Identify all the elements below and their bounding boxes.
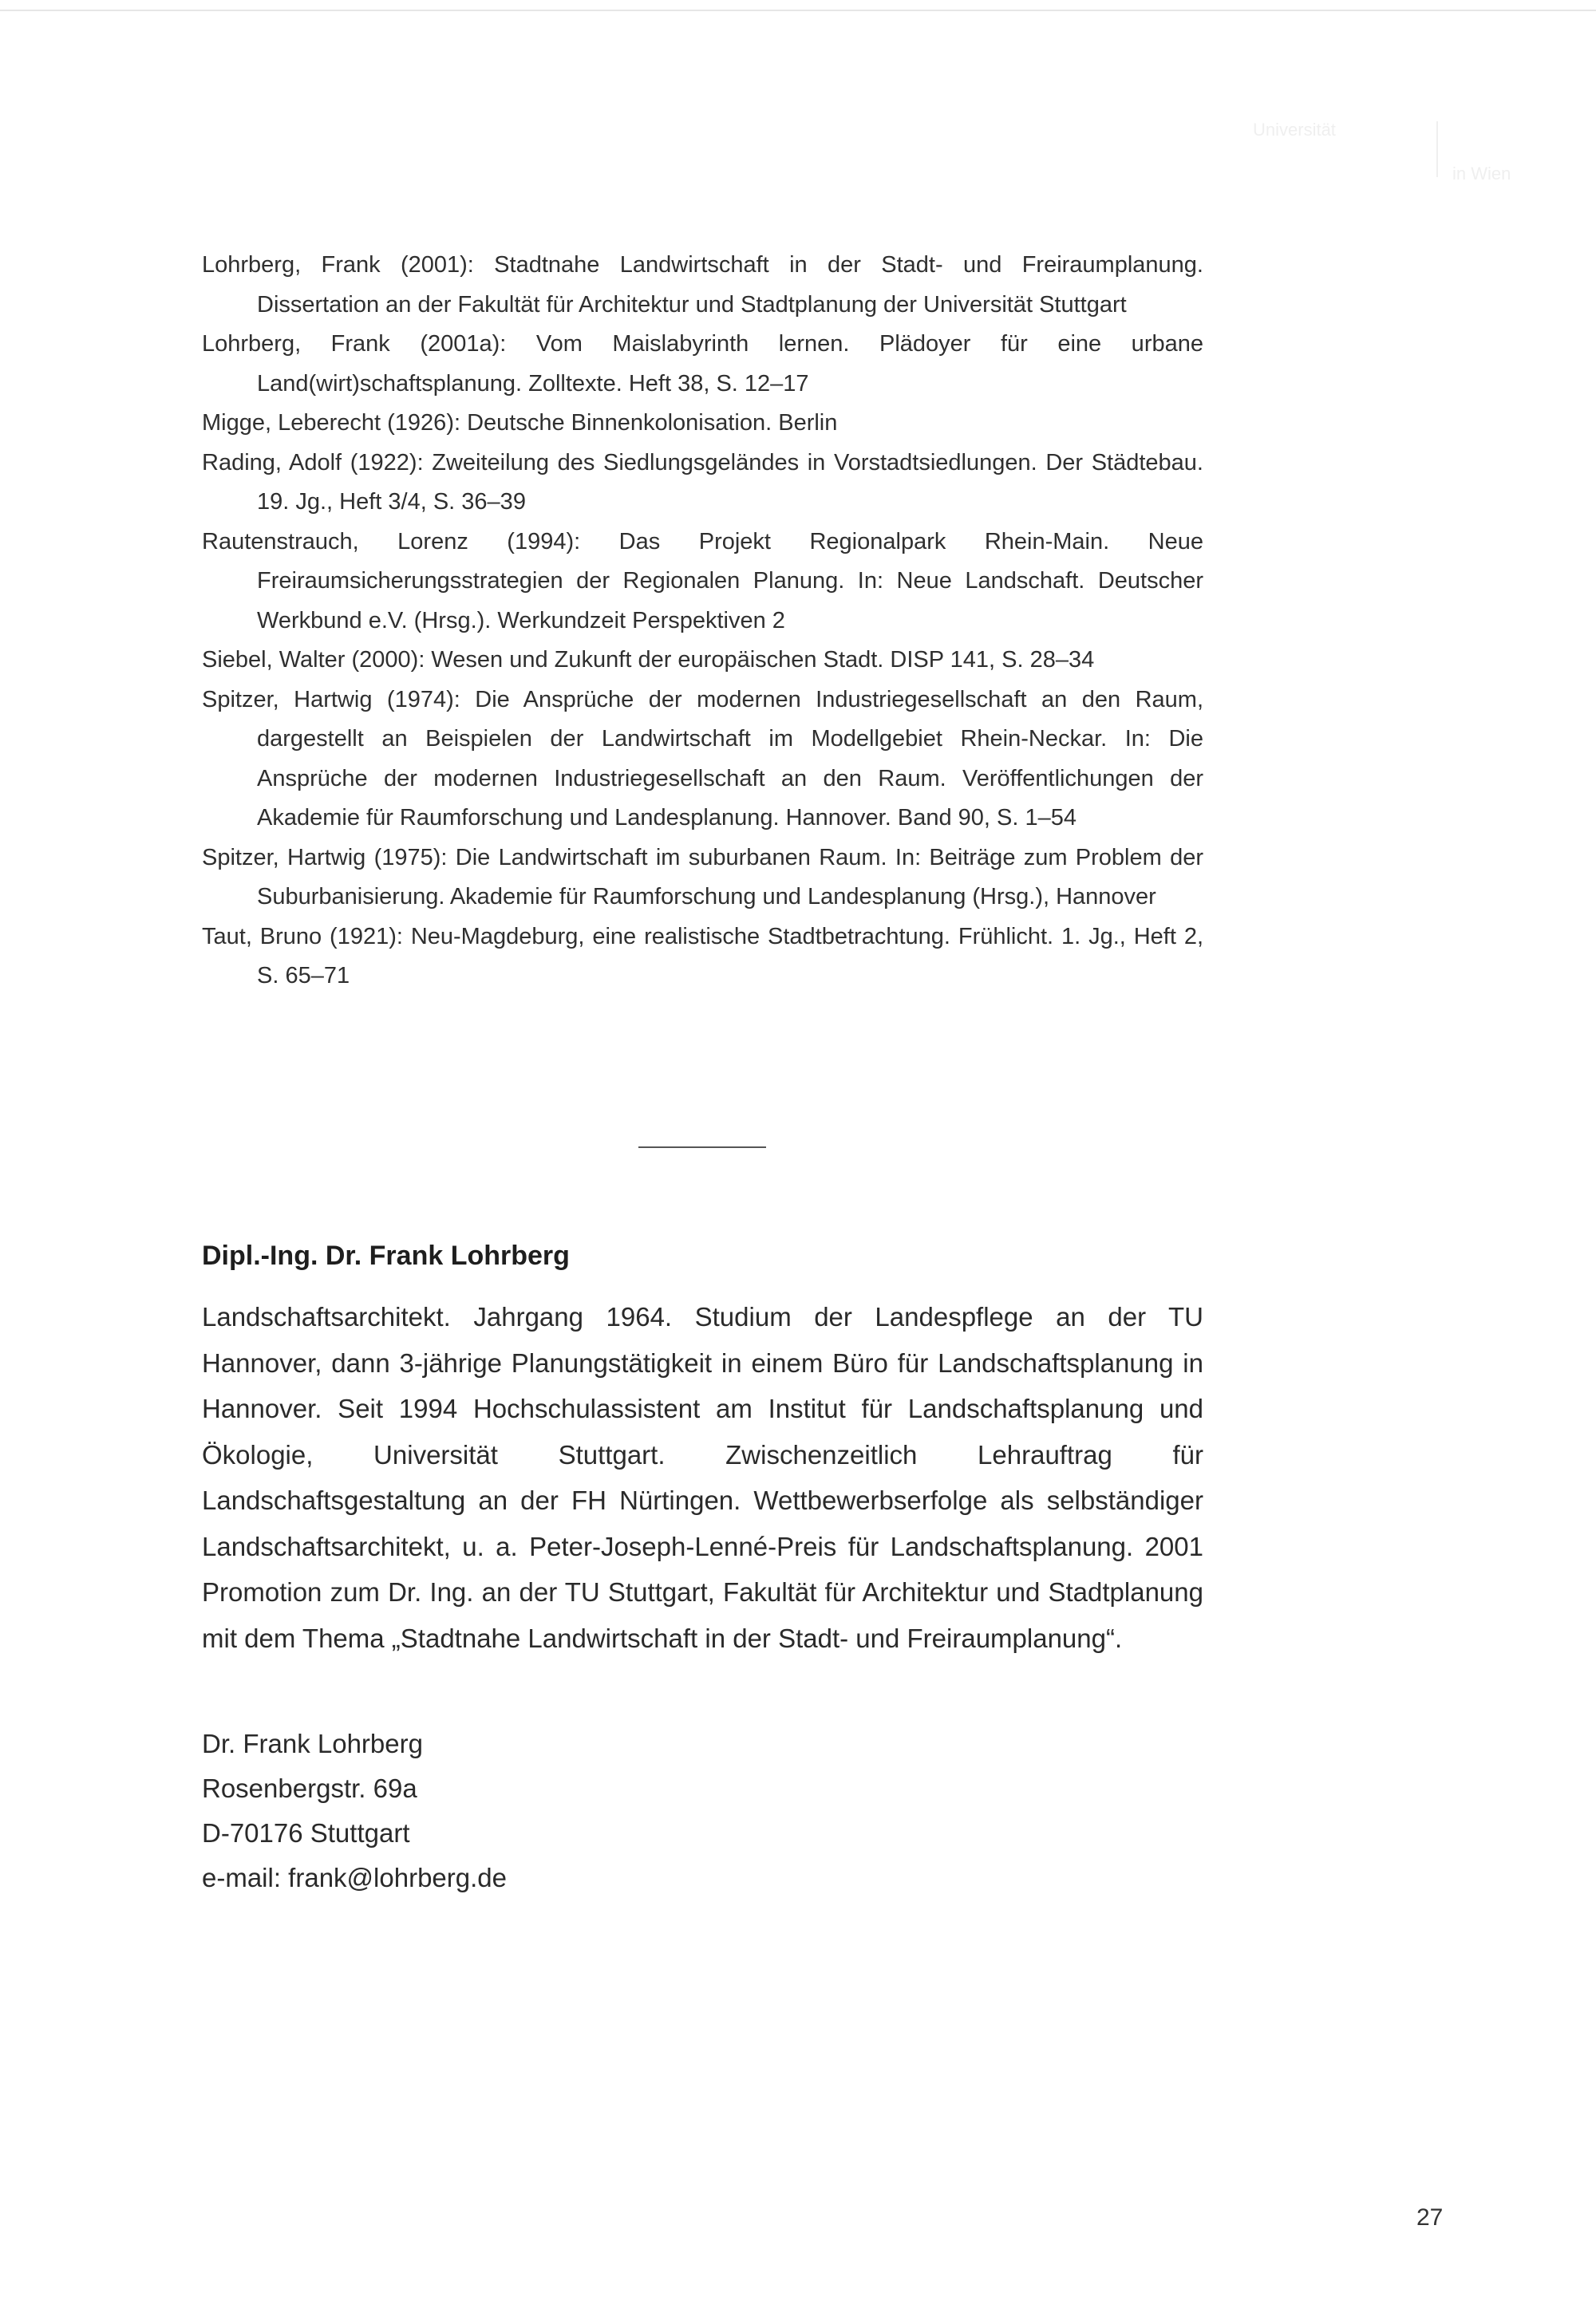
author-heading: Dipl.-Ing. Dr. Frank Lohrberg — [202, 1241, 570, 1271]
reference-entry: Migge, Leberecht (1926): Deutsche Binnenkolonisation. Berlin — [202, 410, 838, 436]
watermark-line-2: in Wien — [1452, 164, 1511, 183]
address-name: Dr. Frank Lohrberg — [202, 1729, 423, 1758]
top-edge-rule — [0, 10, 1596, 11]
watermark-divider — [1436, 121, 1438, 177]
reference-list — [202, 246, 1203, 996]
address-street: Rosenbergstr. 69a — [202, 1774, 417, 1803]
reference-entry: Rading, Adolf (1922): Zweiteilung des Siedlungsgeländes in Vorstadtsiedlungen. Der Städtebau. 19. Jg., Heft 3/4, S. 36–39 — [202, 449, 1203, 515]
faint-header-watermark — [1245, 120, 1564, 191]
reference-entry: Siebel, Walter (2000): Wesen und Zukunft der europäischen Stadt. DISP 141, S. 28–34 — [202, 647, 1095, 673]
page-number: 27 — [1416, 2204, 1444, 2231]
watermark-line-1: Universität — [1253, 120, 1336, 140]
address-email: e-mail: frank@lohrberg.de — [202, 1863, 507, 1892]
reference-entry: Rautenstrauch, Lorenz (1994): Das Projekt Regionalpark Rhein-Main. Neue Freiraumsicherungsstrategien der Regionalen Planung. In: Neue Landschaft. Deutscher Werkbund e.V. (Hrsg.). Werkundzeit Perspektiven 2 — [202, 528, 1203, 633]
reference-entry: Taut, Bruno (1921): Neu-Magdeburg, eine realistische Stadtbetrachtung. Frühlicht. 1. Jg., Heft 2, S. 65–71 — [202, 923, 1203, 988]
reference-entry: Lohrberg, Frank (2001a): Vom Maislabyrinth lernen. Plädoyer für eine urbane Land(wirt)schaftsplanung. Zolltexte. Heft 38, S. 12–17 — [202, 331, 1203, 397]
reference-entry: Spitzer, Hartwig (1974): Die Ansprüche der modernen Industriegesellschaft an den Raum, dargestellt an Beispielen der Landwirtschaft im Modellgebiet Rhein-Neckar. In: Die Ansprüche der modernen Industriegesellschaft an den Raum. Veröffentlichungen der Akademie für Raumforschung und Landesplanung. Hannover. Band 90, S. 1–54 — [202, 686, 1203, 831]
reference-entry: Spitzer, Hartwig (1975): Die Landwirtschaft im suburbanen Raum. In: Beiträge zum Problem der Suburbanisierung. Akademie für Raumforschung und Landesplanung (Hrsg.), Hannover — [202, 844, 1203, 909]
reference-entry: Lohrberg, Frank (2001): Stadtnahe Landwirtschaft in der Stadt- und Freiraumplanung. Dissertation an der Fakultät für Architektur und Stadtplanung der Universität Stuttgart — [202, 252, 1203, 318]
address-city: D-70176 Stuttgart — [202, 1818, 410, 1848]
section-separator — [638, 1146, 766, 1148]
author-biography: Landschaftsarchitekt. Jahrgang 1964. Studium der Landespflege an der TU Hannover, dann 3-jährige Planungstätigkeit in einem Büro für Landschaftsplanung in Hannover. Seit 1994 Hochschulassistent am Institut für Landschaftsplanung und Ökologie, Universität Stuttgart. Zwischenzeitlich Lehrauftrag für Landschaftsgestaltung an der FH Nürtingen. Wettbewerbserfolge als selbständiger Landschaftsarchitekt, u. a. Peter-Joseph-Lenné-Preis für Landschaftsplanung. 2001 Promotion zum Dr. Ing. an der TU Stuttgart, Fakultät für Architektur und Stadtplanung mit dem Thema „Stadtnahe Landwirtschaft in der Stadt- und Freiraumplanung“. — [202, 1302, 1203, 1653]
author-address-block — [202, 1722, 507, 1900]
